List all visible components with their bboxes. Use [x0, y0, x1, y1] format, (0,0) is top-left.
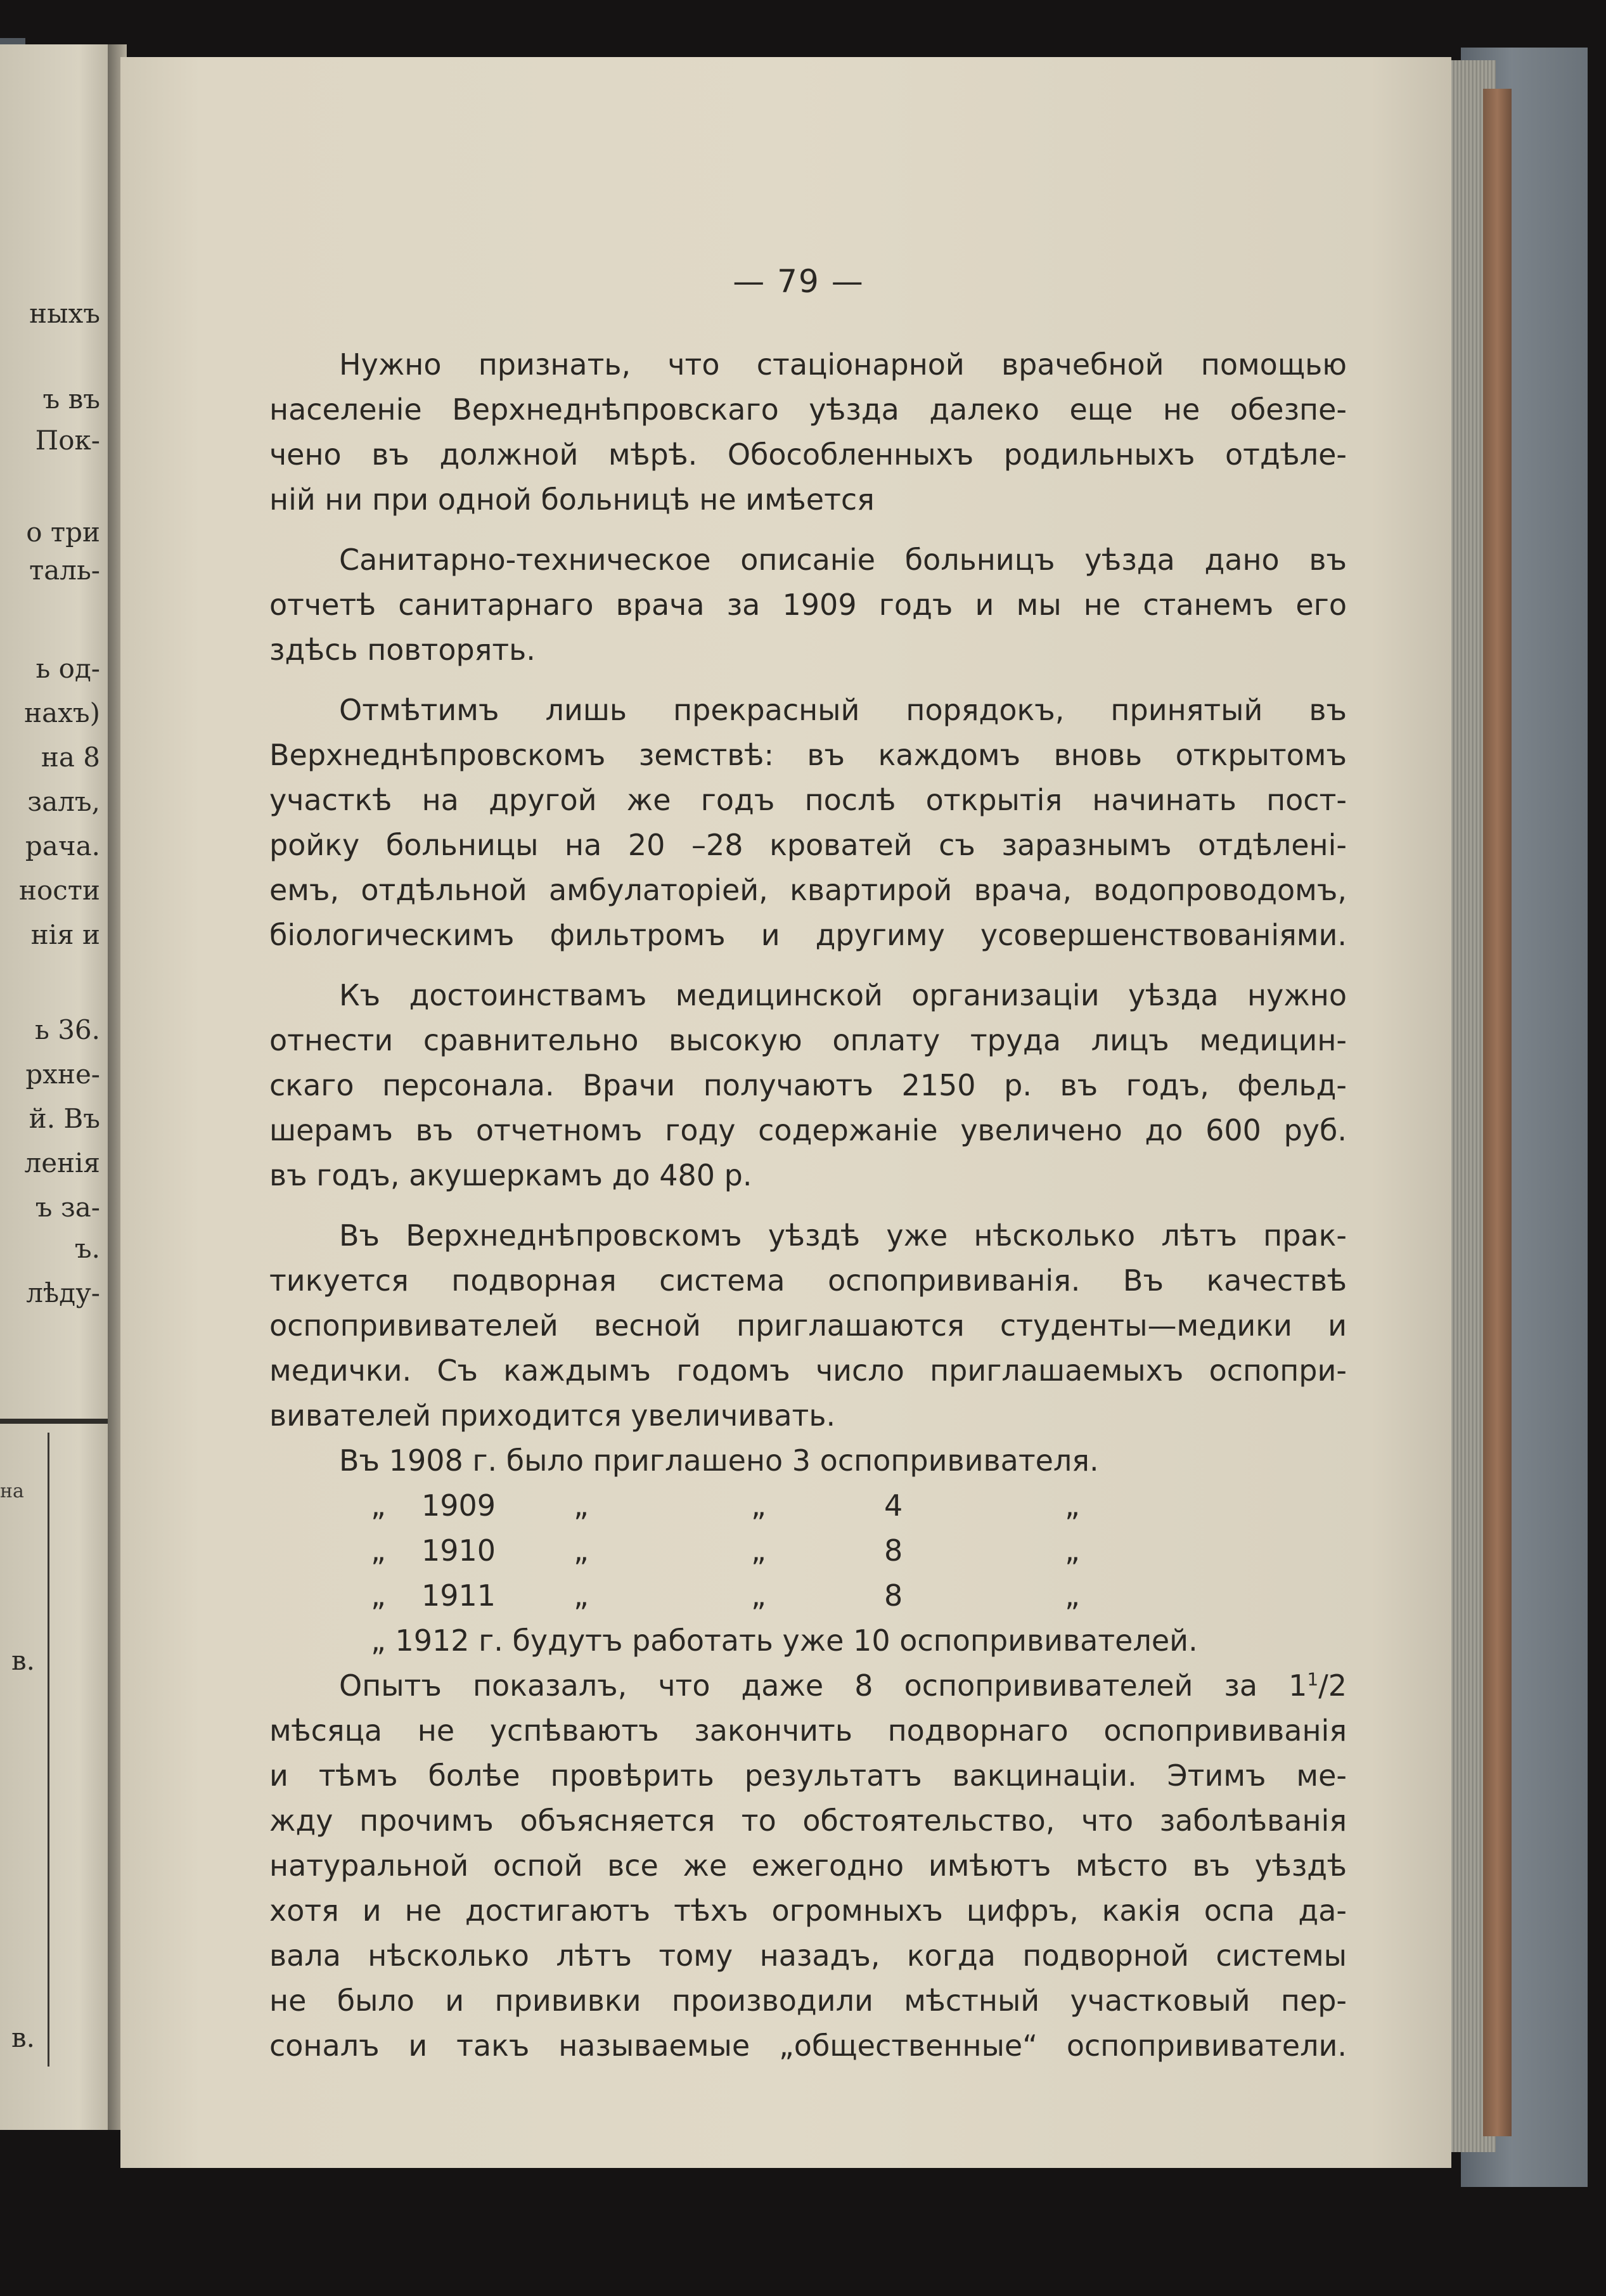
text-line: скаго персонала. Врачи получаютъ 2150 р. въ годъ, фельд- [269, 1068, 1347, 1102]
text-line: отнести сравнительно высокую оплату труда лицъ медицин- [269, 1023, 1347, 1057]
prev-fragment: ъ въ [42, 384, 100, 415]
prev-fragment: лѣду- [26, 1277, 100, 1308]
text-line: и тѣмъ болѣе провѣрить результатъ вакцинаціи. Этимъ ме- [269, 1758, 1347, 1793]
previous-page-strip [0, 44, 113, 2130]
text-line: населеніе Верхнеднѣпровскаго уѣзда далеко еще не обезпе- [269, 392, 1347, 427]
prev-fragment: рхне- [25, 1059, 100, 1090]
text-line: шерамъ въ отчетномъ году содержаніе увеличено до 600 руб. [269, 1113, 1347, 1147]
ditto-mark: „ [371, 1533, 386, 1568]
prev-fragment: залъ, [27, 786, 100, 817]
prev-table-vline [48, 1433, 49, 2067]
text-line: не было и прививки производили мѣстный участковый пер- [269, 1983, 1347, 2018]
book-spine-band [1483, 89, 1512, 2136]
vaccinator-year: 1910 [421, 1533, 496, 1568]
prev-fragment: Пок- [35, 425, 100, 456]
fraction-numerator: 1 [1307, 1668, 1319, 1690]
vaccinator-row [269, 1573, 1347, 1618]
text-line: жду прочимъ объясняется то обстоятельство, что заболѣванія [269, 1803, 1347, 1838]
prev-fragment: рача. [25, 830, 100, 861]
page-text [269, 342, 1347, 2068]
text-line: вивателей приходится увеличивать. [269, 1398, 836, 1433]
prev-fragment: на [0, 1480, 24, 1502]
book-page [120, 57, 1451, 2168]
page-number: — 79 — [733, 263, 864, 300]
ditto-mark: „ [751, 1488, 766, 1523]
ditto-mark: „ [751, 1578, 766, 1613]
text-line: медички. Съ каждымъ годомъ число приглашаемыхъ оспопри- [269, 1353, 1347, 1388]
text-line: Къ достоинствамъ медицинской организаціи уѣзда нужно [339, 978, 1347, 1012]
ditto-mark: „ [574, 1578, 589, 1613]
vaccinator-last-line: „ 1912 г. будутъ работать уже 10 оспопрививателей. [371, 1623, 1198, 1658]
ditto-mark: „ [751, 1533, 766, 1568]
prev-fragment: нахъ) [24, 697, 100, 728]
vaccinator-count: 8 [884, 1533, 903, 1568]
text-line-start: Опытъ показалъ, что даже 8 оспопрививателей за 1 [339, 1668, 1307, 1703]
text-line: Санитарно-техническое описаніе больницъ уѣзда дано въ [339, 543, 1347, 577]
text-line [269, 1663, 1347, 1708]
vaccinator-year: 1911 [421, 1578, 496, 1613]
prev-fragment: ь од- [35, 653, 100, 684]
prev-fragment: таль- [29, 555, 100, 586]
ditto-mark: „ [1065, 1488, 1080, 1523]
prev-fragment: нія и [30, 919, 100, 950]
text-line: мѣсяца не успѣваютъ закончить подворнаго оспопрививанія [269, 1713, 1347, 1748]
vaccinator-year: 1909 [421, 1488, 496, 1523]
prev-fragment: ности [18, 875, 100, 906]
text-line: Въ Верхнеднѣпровскомъ уѣздѣ уже нѣсколько лѣтъ прак- [339, 1218, 1347, 1253]
ditto-mark: „ [574, 1488, 589, 1523]
text-line: Отмѣтимъ лишь прекрасный порядокъ, принятый въ [339, 693, 1347, 727]
fraction-denominator: /2 [1318, 1668, 1347, 1703]
vaccinator-count: 4 [884, 1488, 903, 1523]
vaccinator-count: 8 [884, 1578, 903, 1613]
ditto-mark: „ [371, 1578, 386, 1613]
prev-fragment: в. [11, 2022, 35, 2053]
text-line: отчетѣ санитарнаго врача за 1909 годъ и мы не станемъ его [269, 588, 1347, 622]
vaccinator-row [269, 1483, 1347, 1528]
text-line: ройку больницы на 20 –28 кроватей съ заразнымъ отдѣлені- [269, 828, 1347, 862]
prev-fragment: ныхъ [29, 298, 100, 329]
vaccinator-first-line: Въ 1908 г. было приглашено 3 оспопрививателя. [339, 1443, 1099, 1478]
vaccinator-row [269, 1528, 1347, 1573]
prev-fragment: ь 36. [34, 1014, 100, 1045]
prev-fragment: ъ. [74, 1233, 100, 1264]
text-line: емъ, отдѣльной амбулаторіей, квартирой врача, водопроводомъ, [269, 873, 1347, 907]
prev-fragment: на 8 [41, 742, 100, 773]
prev-table-rule [0, 1419, 113, 1424]
text-line: здѣсь повторять. [269, 633, 536, 667]
text-line: натуральной оспой все же ежегодно имѣютъ мѣсто въ уѣздѣ [269, 1848, 1347, 1883]
text-line: тикуется подворная система оспопрививанія. Въ качествѣ [269, 1263, 1347, 1298]
text-line: оспопрививателей весной приглашаются студенты—медики и [269, 1308, 1347, 1343]
text-line: участкѣ на другой же годъ послѣ открытія начинать пост- [269, 783, 1347, 817]
text-line: хотя и не достигаютъ тѣхъ огромныхъ цифръ, какія оспа да- [269, 1893, 1347, 1928]
text-line: Нужно признать, что стаціонарной врачебной помощью [339, 347, 1347, 382]
text-line: Верхнеднѣпровскомъ земствѣ: въ каждомъ вновь открытомъ [269, 738, 1347, 772]
text-line: ній ни при одной больницѣ не имѣется [269, 482, 875, 517]
prev-fragment: ленія [24, 1147, 100, 1178]
text-line: біологическимъ фильтромъ и другиму усовершенствованіями. [269, 918, 1347, 952]
text-line: въ годъ, акушеркамъ до 480 р. [269, 1158, 752, 1192]
ditto-mark: „ [371, 1488, 386, 1523]
ditto-mark: „ [1065, 1533, 1080, 1568]
prev-fragment: в. [11, 1645, 35, 1676]
prev-fragment: й. Въ [29, 1103, 100, 1134]
text-line: вала нѣсколько лѣтъ тому назадъ, когда подворной системы [269, 1938, 1347, 1973]
prev-fragment: ъ за- [35, 1192, 100, 1223]
text-line: чено въ должной мѣрѣ. Обособленныхъ родильныхъ отдѣле- [269, 437, 1347, 472]
ditto-mark: „ [574, 1533, 589, 1568]
ditto-mark: „ [1065, 1578, 1080, 1613]
prev-fragment: о три [26, 517, 100, 548]
text-line: соналъ и такъ называемые „общественные“ оспопрививатели. [269, 2028, 1347, 2063]
